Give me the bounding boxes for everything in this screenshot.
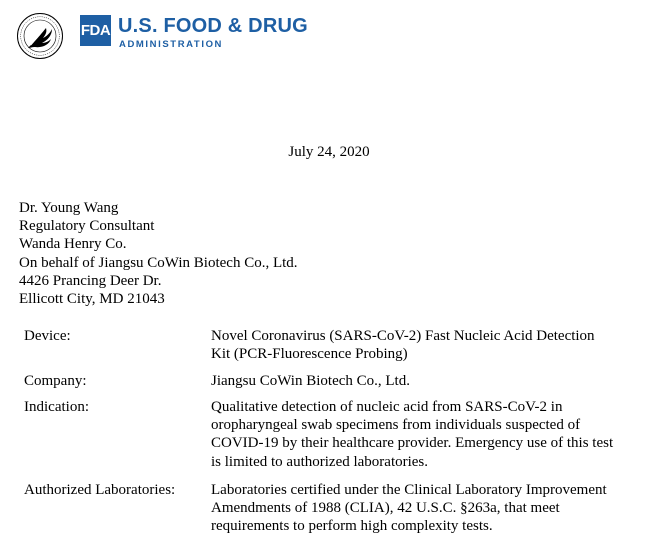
device-line: Novel Coronavirus (SARS-CoV-2) Fast Nucleic Acid Detection [211,328,595,344]
agency-title: U.S. FOOD & DRUG [118,15,308,37]
company-line: Jiangsu CoWin Biotech Co., Ltd. [211,373,410,389]
indication-line: COVID-19 by their healthcare provider. Emergency use of this test [211,435,614,452]
agency-subtitle: ADMINISTRATION [119,39,224,50]
fda-logo-box: FDA [80,15,111,46]
device-value [211,327,595,363]
indication-label: Indication: [24,399,89,415]
recipient-name: Dr. Young Wang [19,200,119,216]
letter-date: July 24, 2020 [288,144,370,160]
device-label: Device: [24,328,71,344]
authorized-labs-line: Laboratories certified under the Clinical Laboratory Improvement [211,482,607,498]
recipient-city: Ellicott City, MD 21043 [19,291,165,308]
recipient-company: Wanda Henry Co. [19,236,127,253]
authorized-labs-value [211,481,607,536]
company-value [211,372,410,390]
recipient-street: 4426 Prancing Deer Dr. [19,272,162,289]
indication-line: Qualitative detection of nucleic acid from SARS-CoV-2 in [211,399,563,415]
indication-line: is limited to authorized laboratories. [211,453,429,470]
company-label: Company: [24,373,87,389]
recipient-title: Regulatory Consultant [19,218,155,235]
recipient-on-behalf: On behalf of Jiangsu CoWin Biotech Co., Ltd. [19,254,298,271]
authorized-labs-line: Amendments of 1988 (CLIA), 42 U.S.C. §263a, that meet [211,500,560,517]
authorized-labs-label: Authorized Laboratories: [24,482,176,498]
indication-value [211,398,613,471]
hhs-seal-logo [16,12,64,60]
recipient-address [19,199,298,308]
device-line: Kit (PCR-Fluorescence Probing) [211,346,408,363]
indication-line: oropharyngeal swab specimens from individuals suspected of [211,417,581,434]
authorized-labs-line: requirements to perform high complexity tests. [211,518,493,535]
